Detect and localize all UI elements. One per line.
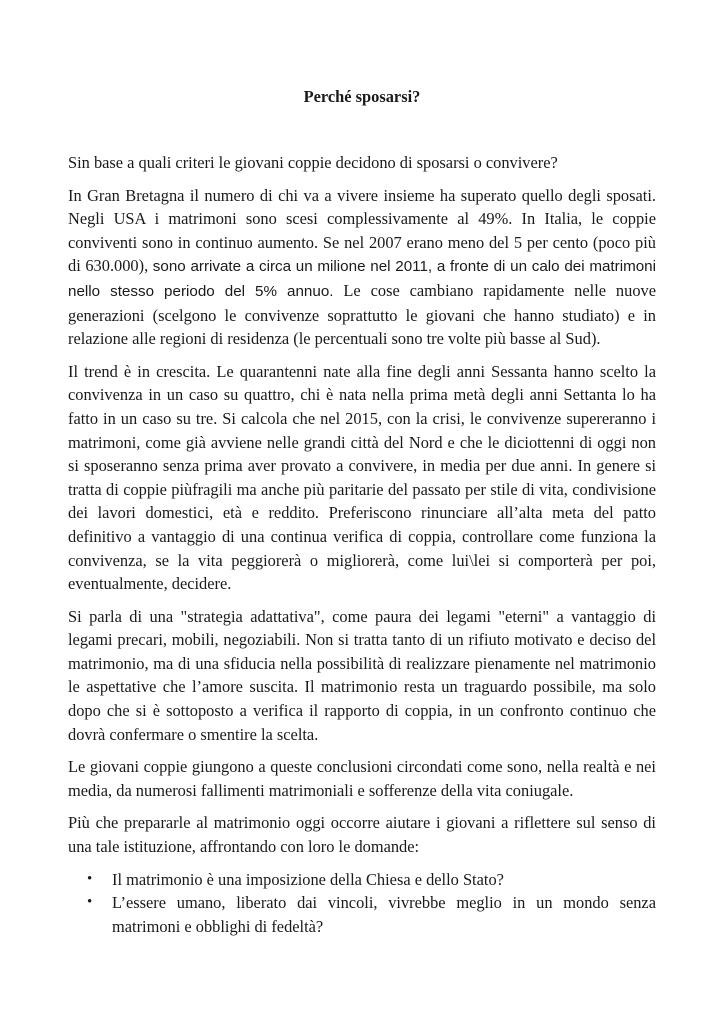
paragraph-statistics-part-a: In Gran Bretagna il numero di chi va a vivere insieme ha superato quello degli sposati. Negli USA i matrimoni sono scesi complessivamente al 49%. In Italia, le coppie conviventi sono in continuo aumento. Se nel 2007 erano meno del 5 per cento (poco più di 630.000),	[68, 185, 656, 276]
paragraph-statistics-part-c: Le cose cambiano rapidamente nelle nuove generazioni (scelgono le convivenze soprattutto le giovani che hanno studiato) e in relazione alle regioni di residenza (le percentuali sono tre volte più basse al Sud).	[68, 280, 656, 349]
paragraph-strategy: Si parla di una "strategia adattativa", come paura dei legami "eterni" a vantaggio di legami precari, mobili, negoziabili. Non si tratta tanto di un rifiuto motivato e deciso del matrimonio, ma di una sfiducia nella possibilità di realizzare pienamente nel matrimonio le aspettative che l’amore suscita. Il matrimonio resta un traguardo possibile, ma solo dopo che si è sottoposto a verifica il rapporto di coppia, in un confronto continuo che dovrà confermare o smentire la scelta.	[68, 606, 656, 744]
document-body	[68, 151, 656, 938]
bullet-icon: •	[87, 894, 93, 911]
page-title: Perché sposarsi?	[303, 87, 421, 106]
paragraph-trend: Il trend è in crescita. Le quarantenni nate alla fine degli anni Sessanta hanno scelto la convivenza in un caso su quattro, chi è nata nella prima metà degli anni Settanta lo ha fatto in un caso su tre. Si calcola che nel 2015, con la crisi, le convivenze supereranno i matrimoni, come già avviene nelle grandi città del Nord e che le diciottenni di oggi non si sposeranno senza prima aver provato a convivere, in media per due anni. In genere si tratta di coppie piùfragili ma anche più paritarie del passato per stile di vita, condivisione dei lavori domestici, età e reddito. Preferiscono rinunciare all’alta meta del patto definitivo a vantaggio di una continua verifica di coppia, controllare come funziona la convivenza, se la vita peggiorerà o migliorerà, come lui\lei si comporterà per poi, eventualmente, decidere.	[68, 361, 656, 594]
paragraph-questions-intro: Più che prepararle al matrimonio oggi occorre aiutare i giovani a riflettere sul senso di una tale istituzione, affrontando con loro le domande:	[68, 813, 656, 857]
questions-list	[68, 868, 656, 939]
intro-question: Sin base a quali criteri le giovani coppie decidono di sposarsi o convivere?	[68, 153, 558, 172]
question-text: L’essere umano, liberato dai vincoli, vivrebbe meglio in un mondo senza matrimoni e obblighi di fedeltà?	[112, 893, 656, 936]
paragraph-statistics	[68, 184, 656, 351]
paragraph-conclusions: Le giovani coppie giungono a queste conclusioni circondati come sono, nella realtà e nei media, da numerosi fallimenti matrimoniali e sofferenze della vita coniugale.	[68, 757, 656, 800]
paragraph-statistics-highlight: sono arrivate a circa un milione nel 2011, a fronte di un calo dei matrimoni nello stesso periodo del 5% annuo.	[68, 258, 656, 300]
question-text: Il matrimonio è una imposizione della Chiesa e dello Stato?	[112, 869, 504, 889]
bullet-icon: •	[87, 870, 93, 887]
list-item	[68, 891, 656, 938]
list-item	[68, 868, 656, 892]
